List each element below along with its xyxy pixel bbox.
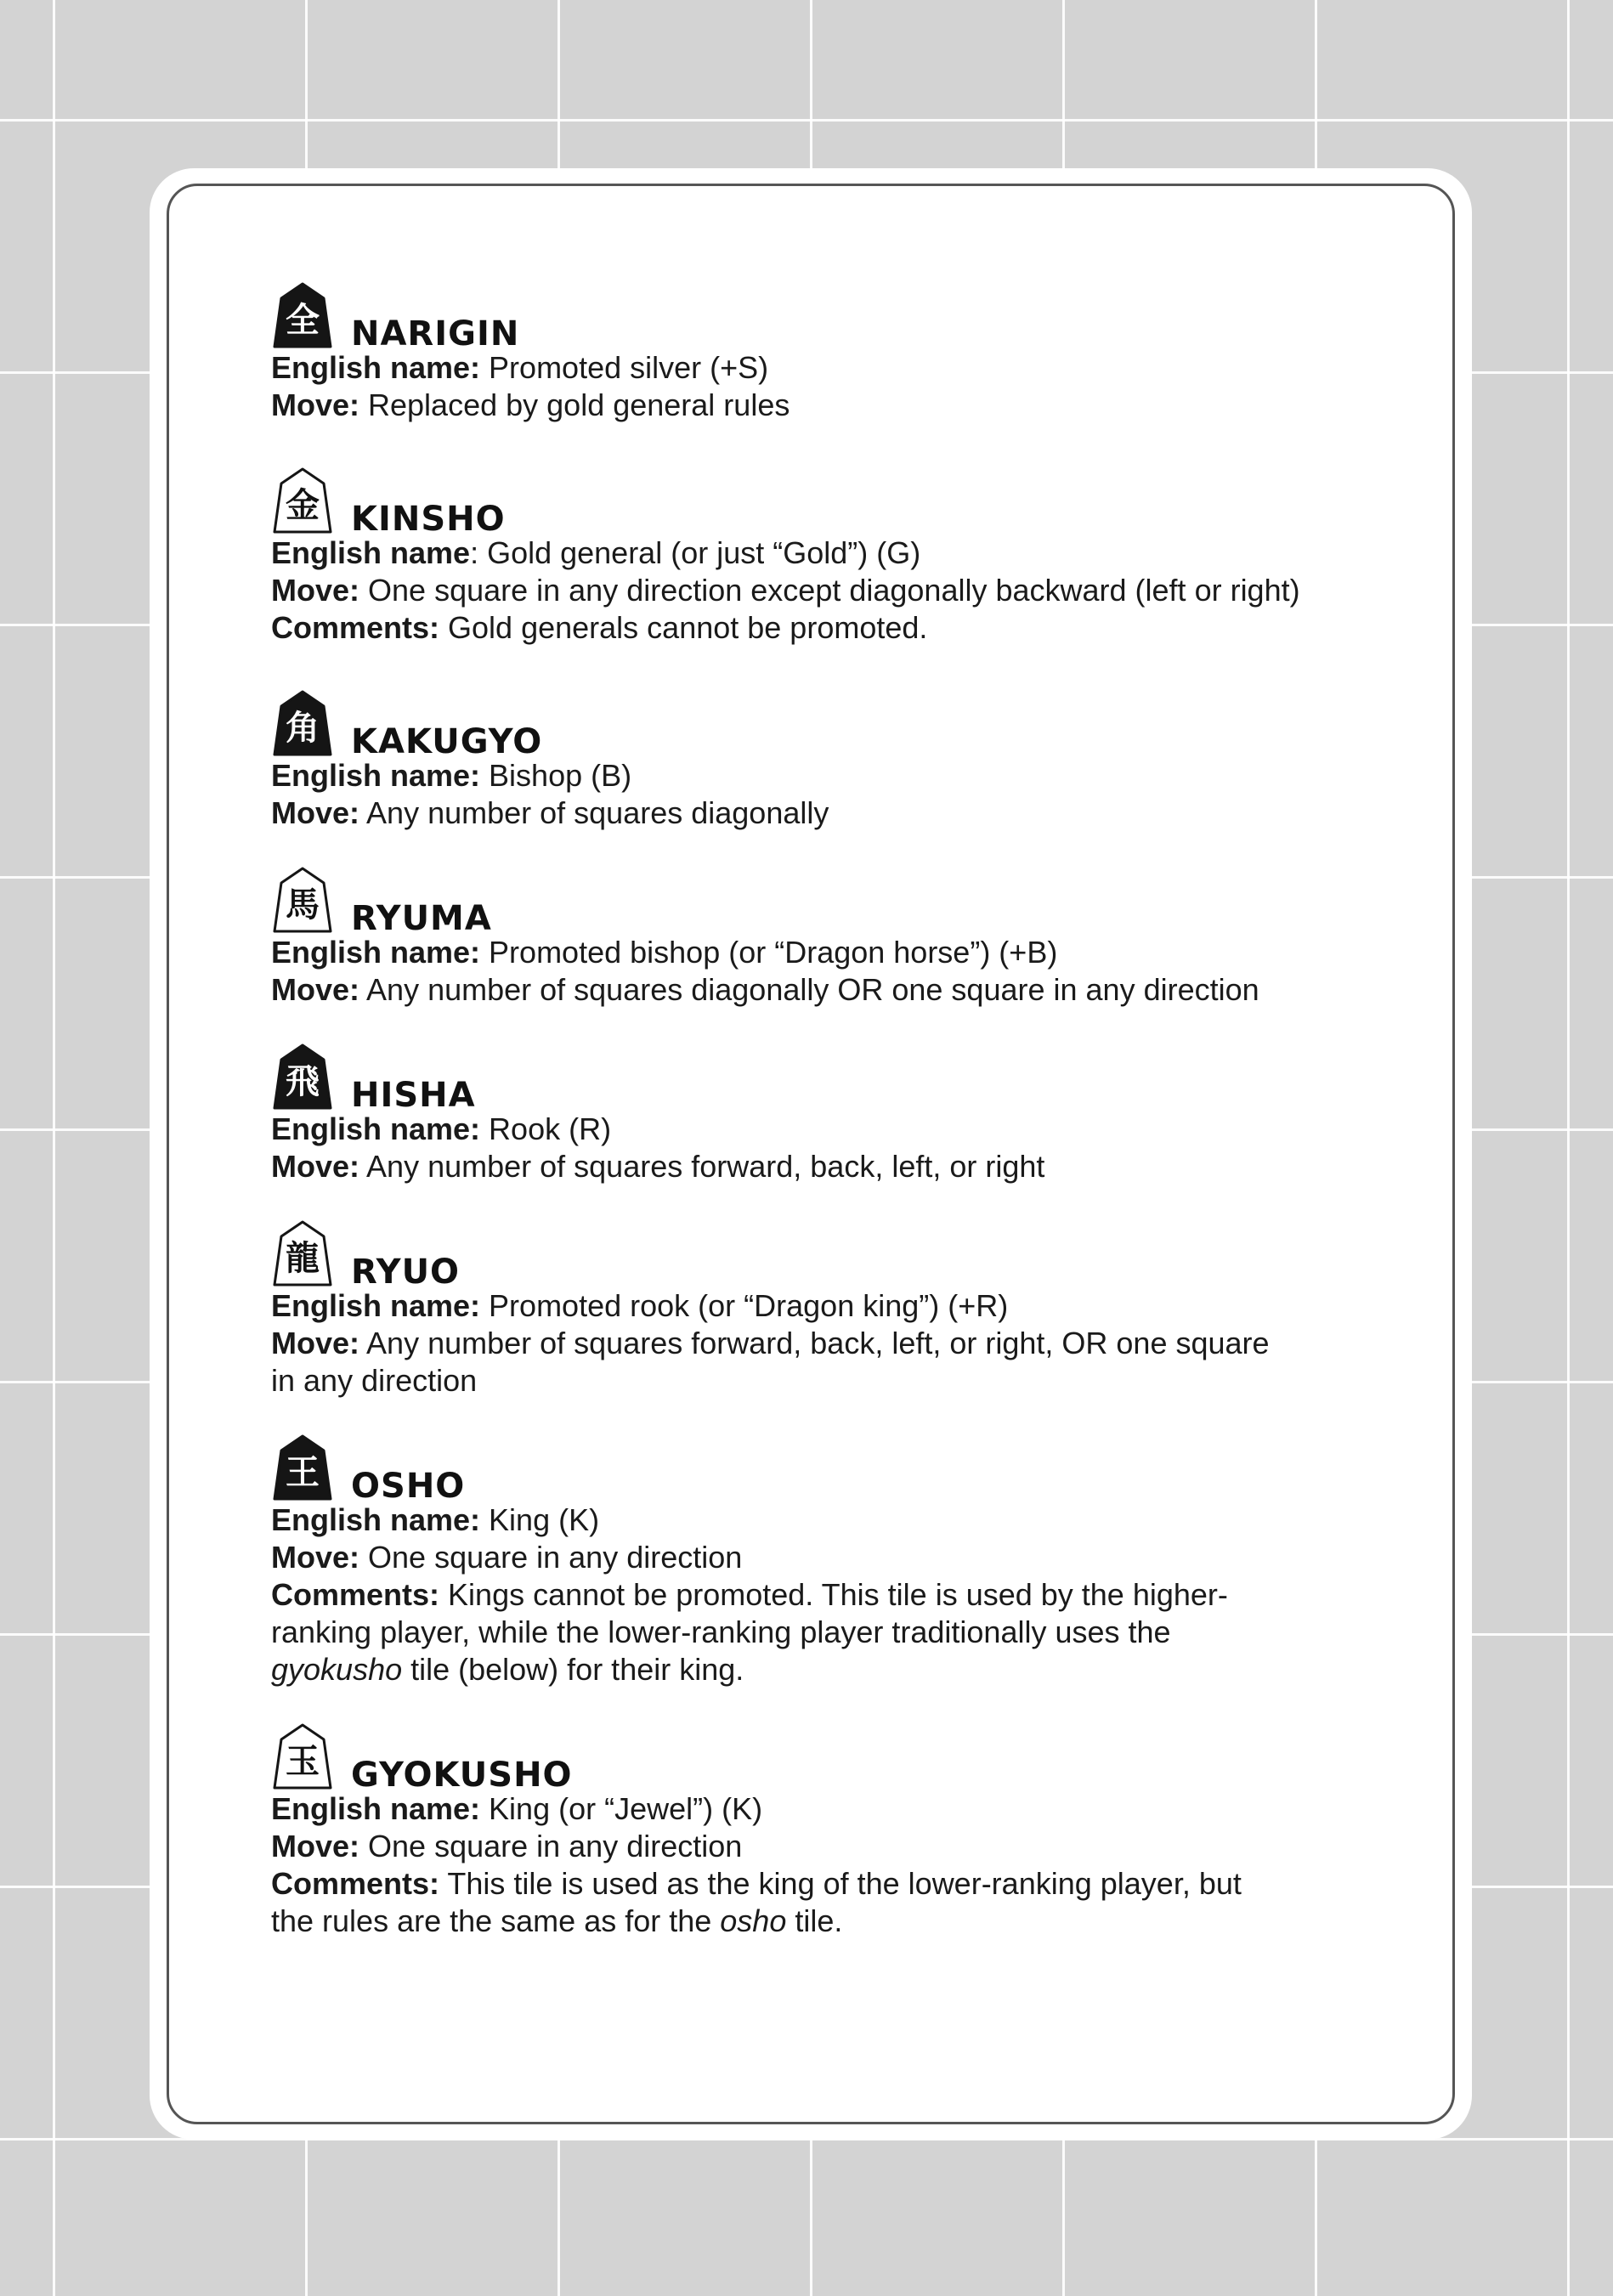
detail-label: Move: (271, 573, 360, 608)
detail-text: Any number of squares diagonally OR one square in any direction (359, 972, 1259, 1007)
detail-text: One square in any direction except diagonally backward (left or right) (359, 573, 1300, 608)
detail-label: English name: (271, 1502, 481, 1537)
detail-label: English name: (271, 935, 481, 970)
detail-label: Comments: (271, 1866, 440, 1901)
piece-entry (271, 687, 1376, 832)
piece-heading (271, 280, 1376, 353)
shogi-tile-icon (271, 1722, 334, 1790)
detail-text: in any direction (271, 1363, 478, 1398)
piece-detail-line (271, 349, 1376, 387)
spacer (271, 1009, 1376, 1041)
piece-detail-line (271, 1362, 1376, 1400)
spacer (271, 424, 1376, 465)
piece-detail-line (271, 971, 1376, 1009)
spacer (271, 1688, 1376, 1721)
piece-detail-line (271, 1287, 1376, 1325)
detail-text: Any number of squares forward, back, left, or right, OR one square (359, 1326, 1270, 1360)
tile-kanji: 龍 (286, 1238, 320, 1278)
piece-detail-line (271, 1111, 1376, 1148)
italic-term: gyokusho (271, 1652, 403, 1687)
detail-label: Move: (271, 972, 360, 1007)
detail-text: Any number of squares forward, back, left, or right (359, 1149, 1045, 1184)
piece-heading (271, 864, 1376, 938)
detail-text: King (K) (480, 1502, 600, 1537)
piece-detail-line (271, 1865, 1376, 1903)
detail-label: Move: (271, 1829, 360, 1863)
tile-kanji: 馬 (286, 885, 320, 925)
piece-name: NARIGIN (351, 314, 520, 353)
detail-label: Move: (271, 1540, 360, 1575)
piece-heading (271, 1721, 1376, 1795)
piece-entry (271, 465, 1376, 647)
tile-kanji: 王 (286, 1452, 320, 1492)
detail-label: English name: (271, 1111, 481, 1146)
piece-detail-line (271, 795, 1376, 832)
detail-text: : Gold general (or just “Gold”) (G) (470, 535, 921, 570)
tile-kanji: 角 (286, 708, 320, 748)
detail-text: tile (below) for their king. (402, 1652, 744, 1687)
rules-card (167, 184, 1455, 2124)
detail-text: ranking player, while the lower-ranking player traditionally uses the (271, 1615, 1171, 1649)
piece-detail-line (271, 1614, 1376, 1651)
piece-detail-line (271, 757, 1376, 795)
detail-text: Promoted bishop (or “Dragon horse”) (+B) (480, 935, 1058, 970)
piece-detail-line (271, 572, 1376, 609)
tile-kanji: 玉 (286, 1741, 320, 1781)
detail-label: Move: (271, 795, 360, 830)
detail-text: Gold generals cannot be promoted. (439, 610, 928, 645)
piece-name: KINSHO (351, 500, 506, 539)
piece-detail-line (271, 609, 1376, 647)
detail-text: the rules are the same as for the (271, 1903, 721, 1938)
piece-heading (271, 687, 1376, 761)
detail-text: Kings cannot be promoted. This tile is used by the higher- (439, 1577, 1228, 1612)
detail-label: English name: (271, 1288, 481, 1323)
piece-detail-line (271, 534, 1376, 572)
piece-detail-line (271, 934, 1376, 971)
detail-label: English name: (271, 1791, 481, 1826)
detail-text: This tile is used as the king of the lower-ranking player, but (439, 1866, 1242, 1901)
piece-heading (271, 1041, 1376, 1115)
piece-name: RYUMA (351, 899, 492, 938)
spacer (271, 647, 1376, 687)
piece-detail-line (271, 1539, 1376, 1576)
piece-detail-line (271, 1576, 1376, 1614)
shogi-tile-icon (271, 1219, 334, 1287)
piece-detail-line (271, 1790, 1376, 1828)
piece-entry (271, 864, 1376, 1009)
detail-text: One square in any direction (359, 1829, 743, 1863)
detail-text: Replaced by gold general rules (359, 387, 790, 422)
piece-heading (271, 1432, 1376, 1506)
detail-label: English name: (271, 758, 481, 793)
detail-label: Comments: (271, 1577, 440, 1612)
piece-heading (271, 465, 1376, 539)
piece-name: HISHA (351, 1076, 476, 1115)
detail-text: King (or “Jewel”) (K) (480, 1791, 763, 1826)
detail-label: English name: (271, 350, 481, 385)
piece-entry (271, 1218, 1376, 1400)
shogi-tile-icon (271, 281, 334, 349)
shogi-tile-icon (271, 866, 334, 934)
detail-text: Rook (R) (480, 1111, 612, 1146)
piece-name: GYOKUSHO (351, 1756, 573, 1795)
detail-label: Move: (271, 1149, 360, 1184)
piece-name: KAKUGYO (351, 722, 543, 761)
piece-detail-line (271, 1903, 1376, 1940)
piece-heading (271, 1218, 1376, 1292)
piece-detail-line (271, 1501, 1376, 1539)
spacer (271, 1400, 1376, 1432)
card-frame (150, 168, 1472, 2140)
detail-label: Move: (271, 387, 360, 422)
tile-kanji: 飛 (286, 1061, 320, 1101)
detail-text: Promoted rook (or “Dragon king”) (+R) (480, 1288, 1009, 1323)
detail-label: Comments: (271, 610, 440, 645)
piece-detail-line (271, 1325, 1376, 1362)
piece-detail-line (271, 387, 1376, 424)
detail-text: Bishop (B) (480, 758, 632, 793)
piece-detail-line (271, 1828, 1376, 1865)
spacer (271, 832, 1376, 864)
tile-kanji: 金 (286, 485, 320, 525)
detail-text: One square in any direction (359, 1540, 743, 1575)
detail-text: tile. (786, 1903, 843, 1938)
detail-label: English name (271, 535, 471, 570)
shogi-tile-icon (271, 1434, 334, 1501)
piece-entry (271, 1432, 1376, 1688)
tile-kanji: 全 (286, 300, 320, 340)
piece-entry (271, 280, 1376, 424)
shogi-tile-icon (271, 689, 334, 757)
piece-entry (271, 1041, 1376, 1185)
detail-text: Any number of squares diagonally (359, 795, 829, 830)
detail-label: Move: (271, 1326, 360, 1360)
piece-detail-line (271, 1651, 1376, 1688)
italic-term: osho (720, 1903, 787, 1938)
piece-detail-line (271, 1148, 1376, 1185)
piece-name: RYUO (351, 1253, 461, 1292)
piece-list (271, 280, 1376, 1940)
detail-text: Promoted silver (+S) (480, 350, 769, 385)
shogi-tile-icon (271, 467, 334, 534)
spacer (271, 1185, 1376, 1218)
piece-name: OSHO (351, 1467, 466, 1506)
shogi-tile-icon (271, 1043, 334, 1111)
piece-entry (271, 1721, 1376, 1940)
